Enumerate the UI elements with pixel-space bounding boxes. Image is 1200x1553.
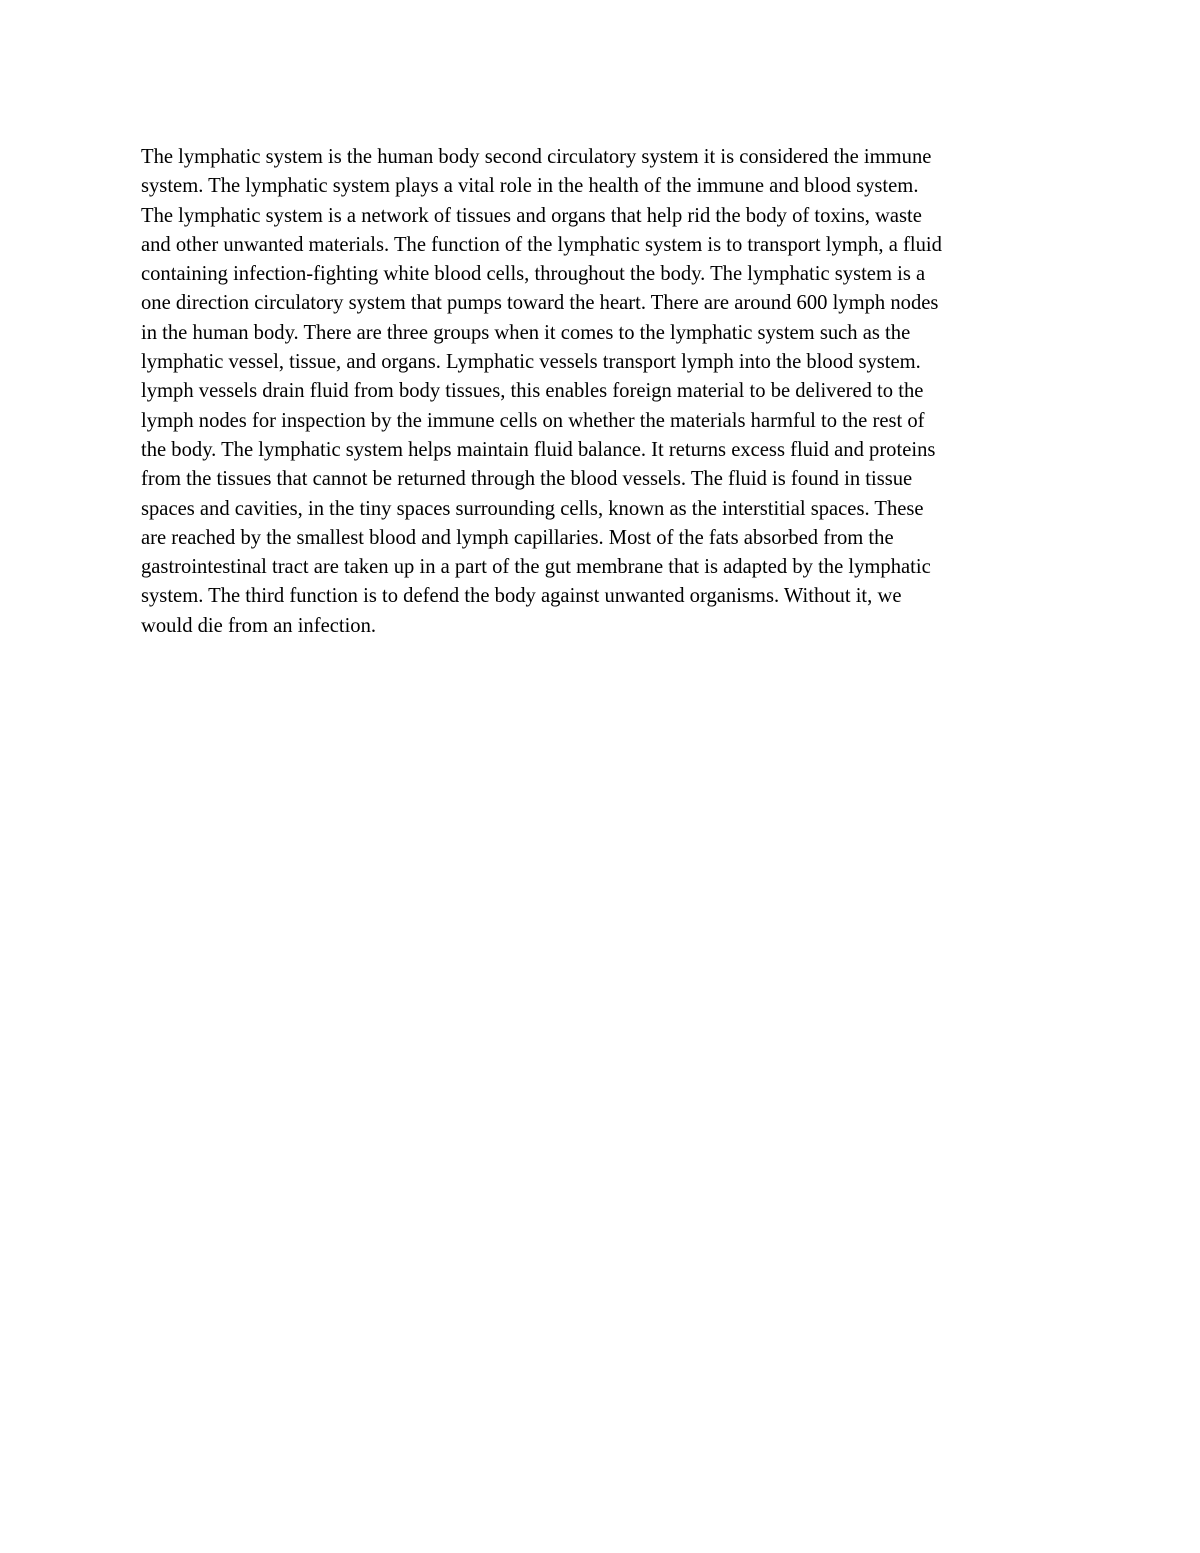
paragraph-line: from the tissues that cannot be returned through the blood vessels. The fluid is found in tissue xyxy=(141,468,913,491)
paragraph-line: The lymphatic system is the human body second circulatory system it is considered the immune xyxy=(141,146,932,168)
paragraph-line: system. The third function is to defend the body against unwanted organisms. Without it, we xyxy=(141,585,902,608)
paragraph-line: spaces and cavities, in the tiny spaces surrounding cells, known as the interstitial spaces. These xyxy=(141,497,924,520)
paragraph-line: and other unwanted materials. The function of the lymphatic system is to transport lymph, a fluid xyxy=(141,233,942,256)
paragraph-line: gastrointestinal tract are taken up in a part of the gut membrane that is adapted by the lymphatic xyxy=(141,556,931,579)
paragraph-line: lymph vessels drain fluid from body tissues, this enables foreign material to be delivered to the xyxy=(141,380,924,403)
paragraph-line: system. The lymphatic system plays a vital role in the health of the immune and blood system. xyxy=(141,175,919,198)
paragraph-line: one direction circulatory system that pumps toward the heart. There are around 600 lymph nodes xyxy=(141,292,939,315)
body-paragraph xyxy=(141,143,1081,641)
paragraph-line: The lymphatic system is a network of tissues and organs that help rid the body of toxins, waste xyxy=(141,204,922,227)
paragraph-line: the body. The lymphatic system helps maintain fluid balance. It returns excess fluid and proteins xyxy=(141,438,936,461)
paragraph-line: in the human body. There are three groups when it comes to the lymphatic system such as the xyxy=(141,321,911,344)
paragraph-line: containing infection-fighting white blood cells, throughout the body. The lymphatic system is a xyxy=(141,263,926,286)
paragraph-line: would die from an infection. xyxy=(141,614,377,637)
paragraph-line: lymph nodes for inspection by the immune cells on whether the materials harmful to the rest of xyxy=(141,409,925,432)
paragraph-line: are reached by the smallest blood and lymph capillaries. Most of the fats absorbed from the xyxy=(141,526,894,549)
paragraph-line: lymphatic vessel, tissue, and organs. Lymphatic vessels transport lymph into the blood system. xyxy=(141,351,921,374)
